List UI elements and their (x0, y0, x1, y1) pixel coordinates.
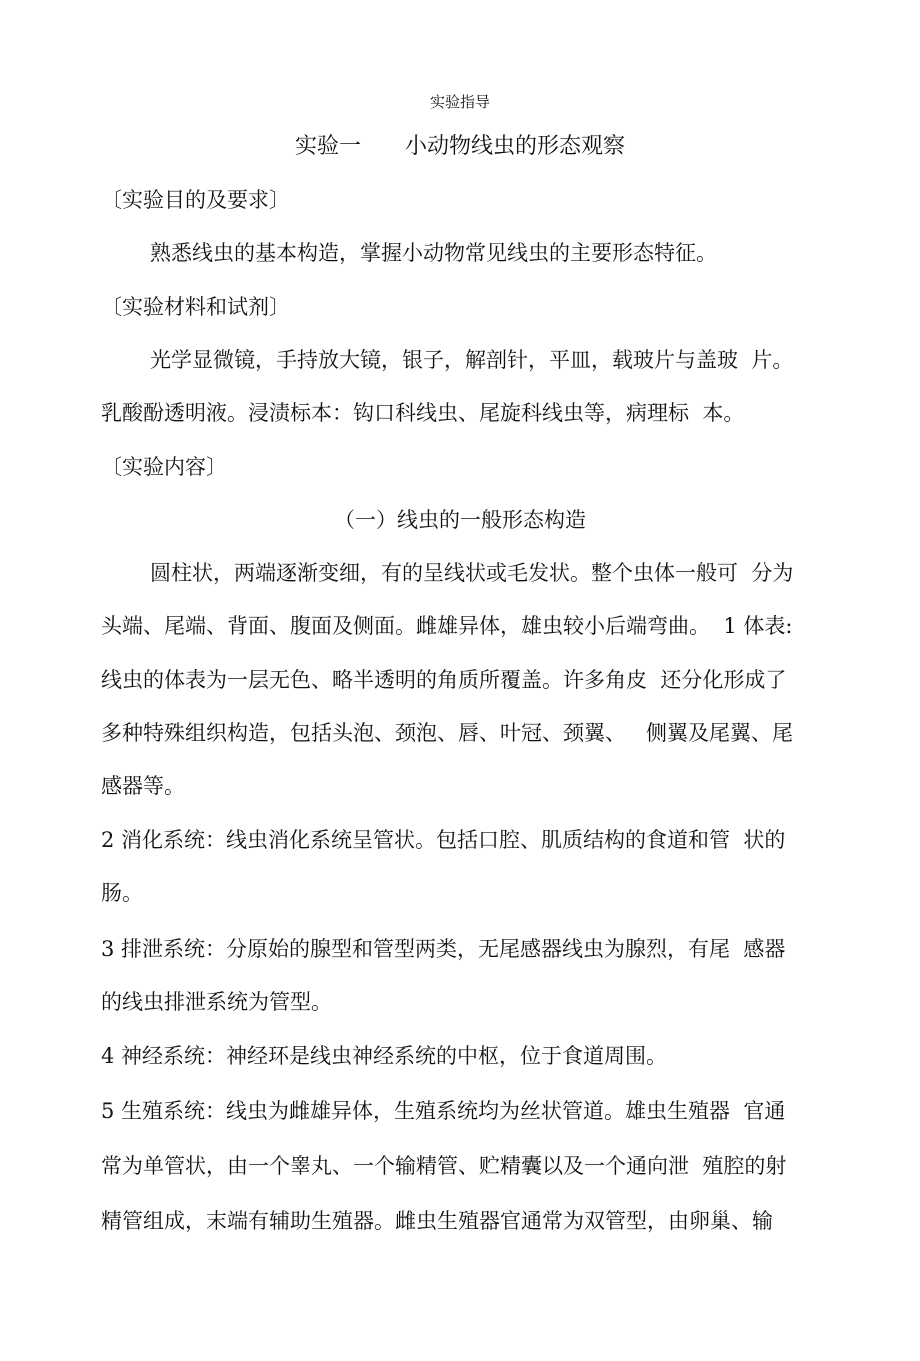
body-line: 多种特殊组织构造，包括头泡、颈泡、唇、叶冠、颈翼、 侧翼及尾翼、尾 (101, 721, 794, 745)
body-line: 的线虫排泄系统为管型。 (101, 990, 332, 1014)
body-line: 线虫的体表为一层无色、略半透明的角质所覆盖。许多角皮 还分化形成了 (101, 668, 787, 692)
materials-line-1: 光学显微镜，手持放大镜，银子，解剖针，平皿，载玻片与盖玻 片。 (150, 348, 794, 372)
body-line: 常为单管状，由一个睾丸、一个输精管、贮精囊以及一个通向泄 殖腔的射 (101, 1154, 787, 1178)
content-heading: 〔实验内容〕 (101, 455, 227, 479)
body-line: 圆柱状，两端逐渐变细，有的呈线状或毛发状。整个虫体一般可 分为 (150, 561, 794, 585)
body-line: 头端、尾端、背面、腹面及侧面。雌雄异体，雄虫较小后端弯曲。 1 体表: (101, 614, 793, 638)
page-header: 实验指导 (429, 93, 490, 111)
body-line: 5 生殖系统：线虫为雌雄异体，生殖系统均为丝状管道。雄虫生殖器 官通 (101, 1099, 786, 1123)
purpose-heading: 〔实验目的及要求〕 (101, 188, 290, 212)
body-line: 肠。 (101, 881, 143, 905)
materials-line-2: 乳酸酚透明液。浸渍标本：钩口科线虫、尾旋科线虫等，病理标 本。 (101, 401, 745, 425)
body-line: 2 消化系统：线虫消化系统呈管状。包括口腔、肌质结构的食道和管 状的 (101, 828, 786, 852)
body-line: 感器等。 (101, 774, 185, 798)
purpose-text: 熟悉线虫的基本构造，掌握小动物常见线虫的主要形态特征。 (150, 241, 717, 265)
body-line: 精管组成，末端有辅助生殖器。雌虫生殖器官通常为双管型，由卵巢、输 (101, 1209, 773, 1233)
subheading: （一）线虫的一般形态构造 (334, 508, 586, 532)
materials-heading: 〔实验材料和试剂〕 (101, 295, 290, 319)
body-line: 3 排泄系统：分原始的腺型和管型两类，无尾感器线虫为腺烈，有尾 感器 (101, 937, 786, 961)
page-title: 实验一 小动物线虫的形态观察 (294, 134, 625, 159)
body-line: 4 神经系统：神经环是线虫神经系统的中枢，位于食道周围。 (101, 1044, 668, 1068)
